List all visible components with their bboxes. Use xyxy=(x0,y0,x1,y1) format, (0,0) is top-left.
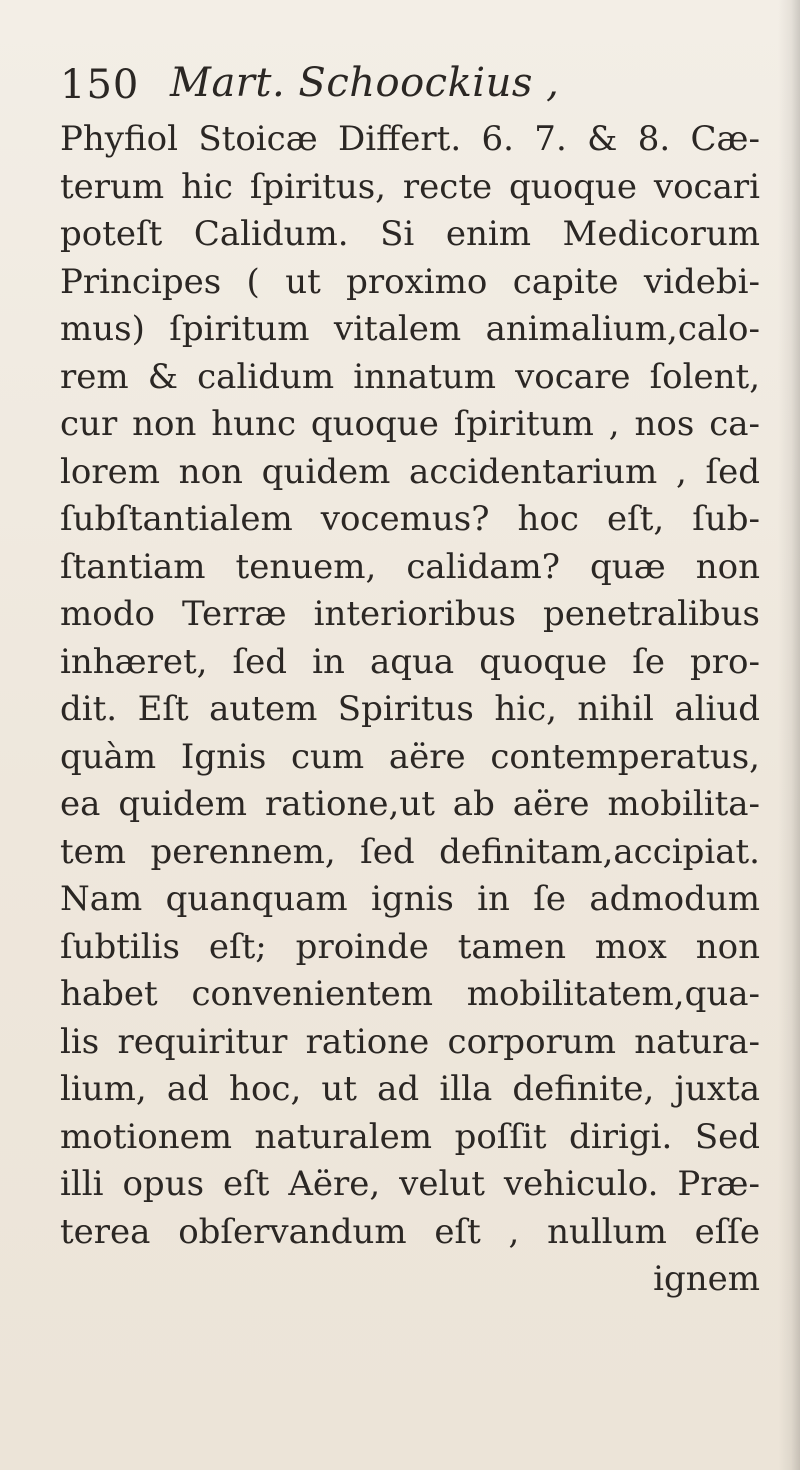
text-line: lis requiritur ratione corporum natura- xyxy=(60,1021,760,1062)
catchword: ignem xyxy=(653,1259,760,1299)
text-line: habet convenientem mobilitatem,qua- xyxy=(60,974,760,1014)
text-line: rem & calidum innatum vocare ſolent, xyxy=(60,356,760,397)
text-line: lium, ad hoc, ut ad illa definite, juxta xyxy=(60,1069,760,1109)
text-line: ea quidem ratione,ut ab aëre mobilita- xyxy=(60,784,760,824)
text-line: terea obſervandum eſt , nullum eſſe xyxy=(60,1211,760,1252)
text-line: Phyfiol Stoicæ Differt. 6. 7. & 8. Cæ- xyxy=(60,119,760,159)
text-line: inhæret, ſed in aqua quoque ſe pro- xyxy=(60,641,760,682)
text-line: dit. Eſt autem Spiritus hic, nihil aliud xyxy=(60,689,760,729)
text-line: ſtantiam tenuem, calidam? quæ non xyxy=(60,546,760,587)
text-line: lorem non quidem accidentarium , ſed xyxy=(60,451,760,492)
text-line: motionem naturalem poſſit dirigi. Sed xyxy=(60,1116,760,1157)
text-line: Principes ( ut proximo capite videbi- xyxy=(60,261,760,302)
text-line: illi opus eſt Aëre, velut vehiculo. Præ- xyxy=(60,1164,760,1204)
text-line: ſubtilis eſt; proinde tamen mox non xyxy=(60,926,760,967)
page-edge-shadow xyxy=(778,0,800,1470)
text-line: modo Terræ interioribus penetralibus xyxy=(60,594,760,634)
text-line: cur non hunc quoque ſpiritum , nos ca- xyxy=(60,404,760,444)
running-head: Mart. Schoockius , xyxy=(170,60,560,106)
text-line: mus) ſpiritum vitalem animalium,calo- xyxy=(60,309,760,349)
text-line: poteſt Calidum. Si enim Medicorum xyxy=(60,214,760,254)
page-number: 150 xyxy=(60,62,140,108)
text-line: tem perennem, ſed definitam,accipiat. xyxy=(60,831,760,872)
text-line: ſubſtantialem vocemus? hoc eſt, ſub- xyxy=(60,499,760,539)
text-line: quàm Ignis cum aëre contemperatus, xyxy=(60,736,760,777)
text-line: Nam quanquam ignis in ſe admodum xyxy=(60,879,760,919)
body-text xyxy=(60,116,760,1304)
text-line: terum hic ſpiritus, recte quoque vocari xyxy=(60,166,760,207)
page-header xyxy=(60,60,760,120)
